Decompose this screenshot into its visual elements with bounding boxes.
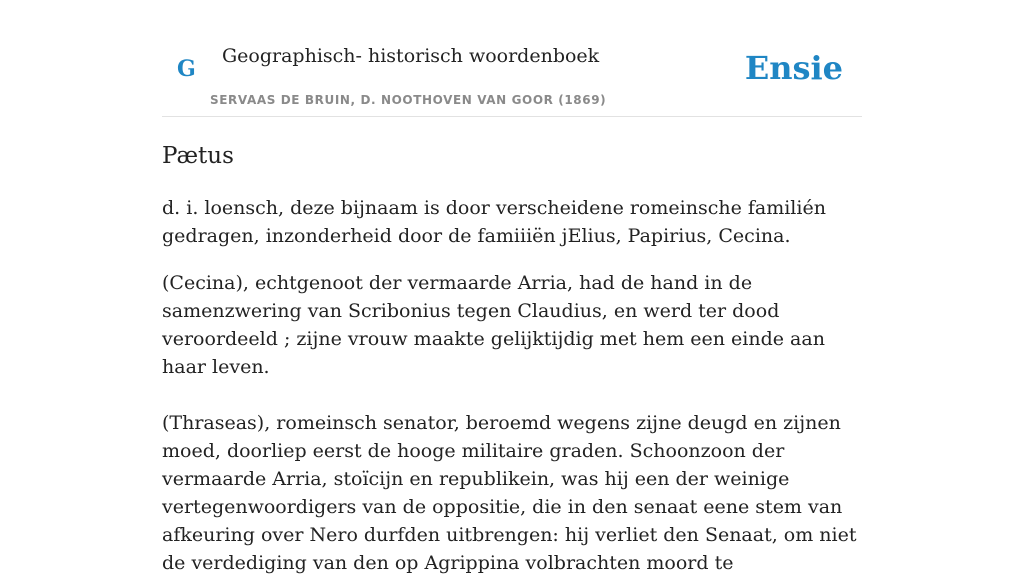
entry-paragraph: (Thraseas), romeinsch senator, beroemd wegens zijne deugd en zijnen moed, doorliep eerst de hooge militaire graden. Schoonzoon der vermaarde Arria, stoïcijn en republikein, was hij een der weinige vertegenwoordigers van de oppositie, die in den senaat eene stem van afkeuring over Nero durfden uitbrengen: hij verliet den Senaat, om niet de verdediging van den op Agrippina volbrachten moord te <box>162 412 857 574</box>
entry-paragraph: (Cecina), echtgenoot der vermaarde Arria, had de hand in de samenzwering van Scribonius tegen Claudius, en werd ter dood veroordeeld ; zijne vrouw maakte gelijktijdig met hem een einde aan haar leven. <box>162 272 825 378</box>
book-title-link[interactable]: Geographisch- historisch woordenboek <box>222 45 600 67</box>
book-header <box>162 0 862 117</box>
entry-paragraph: d. i. loensch, deze bijnaam is door verscheidene romeinsche familién gedragen, inzonderheid door de famiiiën jElius, Papirius, Cecina. <box>162 197 826 247</box>
ensie-logo-link[interactable]: Ensie <box>744 49 843 87</box>
entry-page <box>162 0 862 577</box>
book-author: SERVAAS DE BRUIN, D. NOOTHOVEN VAN GOOR (1869) <box>210 93 607 107</box>
entry-headword: Pætus <box>162 143 234 169</box>
book-letter-icon[interactable]: G <box>177 56 196 82</box>
